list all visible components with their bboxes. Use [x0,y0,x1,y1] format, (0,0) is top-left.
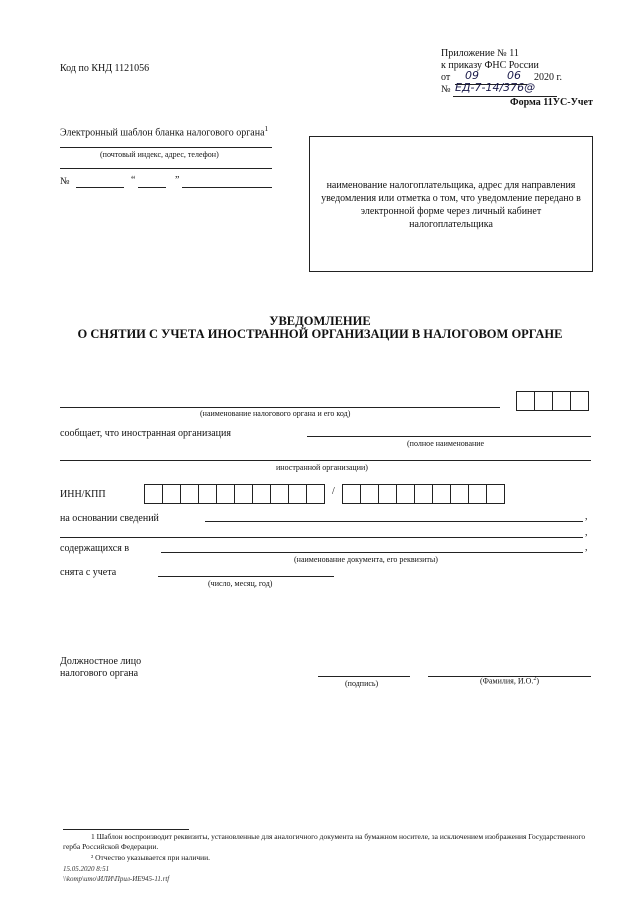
footnote-separator [63,829,189,830]
org-hint: иностранной организации) [276,463,368,472]
signature-line [318,676,410,677]
address-line-2 [60,168,272,169]
org-name-line [307,436,591,437]
full-name-hint: (полное наименование [407,439,485,448]
order-reference: к приказу ФНС России [441,60,539,71]
document-hint: (наименование документа, его реквизиты) [294,555,438,564]
appendix-number: Приложение № 11 [441,48,519,59]
template-label [60,124,268,138]
letter-number-line [76,187,124,188]
inn-kpp-label: ИНН/КПП [60,489,106,500]
kpp-cells [342,484,505,504]
date-year: 2020 г. [534,72,562,83]
footnote-2: ² Отчество указывается при наличии. [91,853,211,862]
basis-line-2 [60,537,583,538]
date-month: 06 [507,69,521,82]
order-number [441,81,591,98]
official-label-2: налогового органа [60,668,139,679]
recipient-text: наименование налогоплательщика, адрес для направления уведомления или отметка о том, что уведомление передано в электронной форме через личный кабинет налогоплательщика [321,180,581,230]
basis-comma: , [585,511,588,522]
footnote-ref-2: 2 [533,676,537,682]
basis-line [205,521,583,522]
tax-authority-hint: (наименование налогового органа и его код) [200,409,351,418]
print-timestamp: 15.05.2020 8:51 [63,865,110,873]
document-line [161,552,583,553]
informs-label: сообщает, что иностранная организация [60,428,231,439]
date-hint: (число, месяц, год) [208,579,273,588]
document-subtitle: О СНЯТИИ С УЧЕТА ИНОСТРАННОЙ ОРГАНИЗАЦИИ В НАЛОГОВОМ ОРГАНЕ [77,327,563,341]
contained-in-label: содержащихся в [60,543,130,554]
removed-label: снята с учета [60,567,117,578]
letter-day-line [138,187,166,188]
postal-hint: (почтовый индекс, адрес, телефон) [100,150,219,159]
quote-close: ” [175,175,180,186]
form-name: Форма 11УС-Учет [510,97,593,108]
number-mark: № [60,176,70,187]
number-prefix: № [441,84,451,95]
inn-cells [144,484,325,504]
quote-open: “ [131,175,136,186]
knd-code: Код по КНД 1121056 [60,63,150,74]
name-hint-close: ) [536,676,540,686]
date-day: 09 [465,69,479,82]
footnote-1: 1 Шаблон воспроизводит реквизиты, установленные для аналогичного документа на бумажном носителе, за исключением изображения Государственного герба Российской Федерации. [63,832,586,851]
document-title: УВЕДОМЛЕНИЕ [269,314,371,328]
file-path: \\komp\umo\ИЛИ\Прил-ИЕ945-11.rtf [63,875,170,883]
official-name-hint [480,676,539,686]
inn-kpp-slash: / [332,486,335,497]
footnote-ref-1: 1 [264,124,269,133]
date-prefix: от [441,72,451,83]
signature-hint: (подпись) [345,679,379,688]
removal-date-line [158,576,334,577]
number-value: ЕД-7-14/376@ [455,81,536,94]
recipient-box [309,136,593,272]
document-comma: , [585,542,588,553]
template-label-text: Электронный шаблон бланка налогового органа [60,127,265,139]
basis-label: на основании сведений [60,513,159,524]
org-name-line-2 [60,460,591,461]
tax-authority-code-cells [516,391,589,411]
official-label-1: Должностное лицо [60,656,142,667]
name-hint-text: (Фамилия, И.О. [480,676,534,686]
tax-authority-line [60,407,500,408]
address-line [60,147,272,148]
letter-date-line [182,187,272,188]
basis-comma-2: , [585,527,588,538]
